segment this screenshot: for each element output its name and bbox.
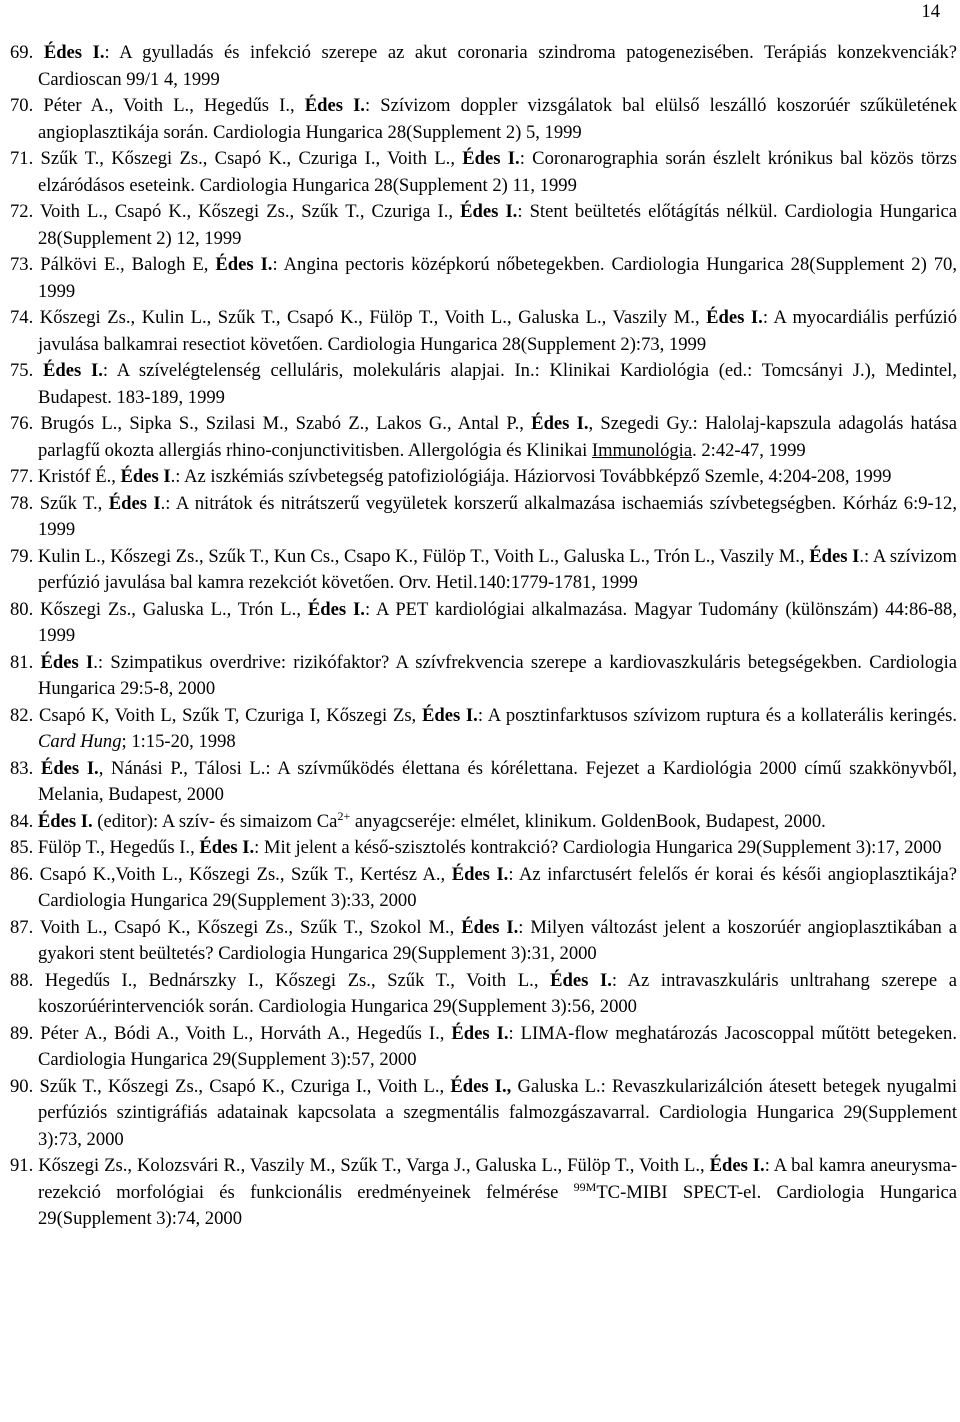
reference-text: : Az infarctusért felelős ér korai és késői angioplasztikája? Cardiologia Hungarica 29(Supplement 3):33, 2000 (38, 863, 957, 911)
author-highlight: Édes I. (421, 704, 478, 726)
reference-item (10, 597, 957, 650)
reference-item (10, 703, 957, 756)
reference-text: : A bal kamra aneurysma-rezekció morfológiai és funkcionális eredményeinek felmérése (38, 1155, 958, 1203)
reference-text: : Stent beültetés előtágítás nélkül. Cardiologia Hungarica 28(Supplement 2) 12, 1999 (38, 201, 957, 249)
reference-text: ; 1:15-20, 1998 (121, 731, 236, 752)
reference-text: .: A szívizom perfúzió javulása bal kamra rezekciót követően. Orv. Hetil.140:1779-1781, 1999 (38, 545, 957, 593)
reference-item (10, 1153, 957, 1233)
reference-text: : LIMA-flow meghatározás Jacoscoppal műtött betegeken. Cardiologia Hungarica 29(Supplement 3):57, 2000 (38, 1022, 957, 1070)
reference-text: 82. Csapó K, Voith L, Szűk T, Czuriga I, Kőszegi Zs, (10, 704, 422, 726)
reference-item (10, 809, 957, 836)
reference-text: 78. Szűk T., (10, 492, 109, 514)
author-highlight: Édes I (40, 651, 94, 673)
reference-text: .: Szimpatikus overdrive: rizikófaktor? A szívfrekvencia szerepe a kardiovaszkuláris betegségekben. Cardiologia Hungarica 29:5-8, 2000 (38, 651, 957, 699)
author-highlight: Édes I (108, 492, 161, 514)
author-highlight: Édes I. (37, 810, 93, 832)
reference-text: : Milyen változást jelent a koszorúér angioplasztikában a gyakori stent beültetés? Cardiologia Hungarica 29(Supplement 3):31, 2000 (38, 916, 957, 964)
reference-item (10, 411, 957, 464)
reference-text: 86. Csapó K.,Voith L., Kőszegi Zs., Szűk T., Kertész A., (10, 863, 452, 885)
reference-text: 72. Voith L., Csapó K., Kőszegi Zs., Szűk T., Czuriga I., (10, 201, 461, 222)
author-highlight: Édes I. (451, 863, 509, 885)
author-highlight: Édes I. (43, 42, 105, 63)
reference-text: 79. Kulin L., Kőszegi Zs., Szűk T., Kun Cs., Csapo K., Fülöp T., Voith L., Galuska L., Trón L., Vaszily M., (10, 545, 810, 567)
author-highlight: Édes I. (199, 837, 255, 858)
reference-text: .: Az iszkémiás szívbetegség patofiziológiája. Háziorvosi Továbbképző Szemle, 4:204-208, 1999 (170, 466, 892, 487)
author-highlight: Édes I. (550, 969, 612, 991)
reference-item (10, 464, 957, 491)
author-highlight: Édes I. (307, 598, 365, 620)
reference-text: : A PET kardiológiai alkalmazása. Magyar Tudomány (különszám) 44:86-88, 1999 (38, 598, 958, 646)
reference-text: : A gyulladás és infekció szerepe az akut coronaria szindroma patogenezisében. Terápiás konzekvenciák? Cardioscan 99/1 4, 1999 (38, 42, 958, 90)
reference-item (10, 199, 957, 252)
reference-item (10, 1021, 957, 1074)
author-highlight: Édes I. (40, 757, 99, 779)
reference-item (10, 862, 957, 915)
reference-item (10, 650, 957, 703)
superscript: 2+ (337, 808, 351, 823)
reference-text: 83. (10, 757, 41, 779)
author-highlight: Édes I. (215, 254, 273, 275)
reference-text: anyagcseréje: elmélet, klinikum. GoldenBook, Budapest, 2000. (350, 810, 826, 832)
reference-item (10, 968, 957, 1021)
reference-text: . 2:42-47, 1999 (692, 439, 806, 461)
reference-text: 77. Kristóf É., (10, 466, 121, 487)
author-highlight: Édes I (809, 545, 860, 567)
reference-text: 74. Kőszegi Zs., Kulin L., Szűk T., Csapó K., Fülöp T., Voith L., Galuska L., Vaszily M., (10, 307, 707, 328)
reference-item (10, 1074, 957, 1154)
reference-item (10, 40, 957, 93)
author-highlight: Édes I. (462, 148, 520, 169)
reference-text: 76. Brugós L., Sipka S., Szilasi M., Szabó Z., Lakos G., Antal P., (10, 413, 532, 434)
reference-text: : Mit jelent a késő-szisztolés kontrakció? Cardiologia Hungarica 29(Supplement 3):17, 2000 (254, 837, 942, 858)
reference-text: 81. (10, 651, 41, 673)
reference-text: 89. Péter A., Bódi A., Voith L., Horváth A., Hegedűs I., (10, 1022, 452, 1044)
reference-text: : Az intravaszkuláris unltrahang szerepe a koszorúérintervenciók során. Cardiologia Hungarica 29(Supplement 3):56, 2000 (38, 969, 957, 1017)
reference-text: 70. Péter A., Voith L., Hegedűs I., (10, 95, 305, 116)
author-highlight: Édes I. (42, 360, 103, 381)
reference-item (10, 358, 957, 411)
reference-text: .: A nitrátok és nitrátszerű vegyületek korszerű alkalmazása ischaemiás szívbetegségben. Kórház 6:9-12, 1999 (38, 492, 957, 540)
reference-text: Galuska L.: Revaszkularizálción átesett betegek nyugalmi perfúziós szintigráfiás adatainak kapcsolata a szegmentális falmozgászavarral. Cardiologia Hungarica 29(Supplement 3):73, 2000 (38, 1075, 957, 1150)
journal-italic: Card Hung (38, 731, 122, 752)
reference-text: , Szegedi Gy.: Halolaj-kapszula adagolás hatása parlagfű okozta allergiás rhino-conjunctivitisben. Allergológia és Klinikai (38, 413, 958, 461)
page-number: 14 (921, 1, 940, 22)
reference-text: , Nánási P., Tálosi L.: A szívműködés élettana és kórélettana. Fejezet a Kardiológia 2000 című szakkönyvből, Melania, Budapest, 2000 (38, 757, 958, 805)
author-highlight: Édes I. (451, 1022, 509, 1044)
reference-text: 90. Szűk T., Kőszegi Zs., Csapó K., Czuriga I., Voith L., (10, 1075, 451, 1097)
reference-list (10, 40, 957, 1233)
reference-item (10, 252, 957, 305)
author-highlight: Édes I. (304, 95, 365, 116)
reference-text: 88. Hegedűs I., Bednárszky I., Kőszegi Zs., Szűk T., Voith L., (10, 969, 551, 991)
author-highlight: Édes I (120, 466, 171, 487)
reference-text: : Angina pectoris középkorú nőbetegekben. Cardiologia Hungarica 28(Supplement 2) 70, 1999 (38, 254, 957, 302)
reference-item (10, 756, 957, 809)
reference-item (10, 544, 957, 597)
author-highlight: Édes I. (460, 201, 518, 222)
author-highlight: Édes I., (450, 1075, 512, 1097)
reference-item (10, 146, 957, 199)
reference-item (10, 915, 957, 968)
reference-item (10, 491, 957, 544)
reference-text: 91. Kőszegi Zs., Kolozsvári R., Vaszily M., Szűk T., Varga J., Galuska L., Fülöp T., Voith L., (10, 1155, 710, 1176)
reference-text: Immunológia (591, 439, 693, 461)
reference-text: TC-MIBI SPECT-el. Cardiologia Hungarica 29(Supplement 3):74, 2000 (38, 1181, 957, 1229)
reference-text: 75. (10, 360, 43, 381)
author-highlight: Édes I. (531, 413, 589, 434)
reference-text: 85. Fülöp T., Hegedűs I., (10, 837, 200, 858)
reference-text: : A posztinfarktusos szívizom ruptura és a kollaterális keringés. (477, 704, 957, 726)
reference-text: (editor): A szív- és simaizom Ca (92, 810, 338, 832)
author-highlight: Édes I. (709, 1155, 765, 1176)
reference-text: : Szívizom doppler vizsgálatok bal elülső leszálló koszorúér szűkületének angioplasztikája során. Cardiologia Hungarica 28(Supplement 2) 5, 1999 (38, 95, 958, 143)
reference-text: 84. (10, 810, 38, 832)
reference-text: : Coronarographia során észlelt krónikus bal közös törzs elzáródásos eseteink. Cardiologia Hungarica 28(Supplement 2) 11, 1999 (38, 148, 958, 196)
reference-item (10, 305, 957, 358)
author-highlight: Édes I. (461, 916, 519, 938)
author-highlight: Édes I. (706, 307, 763, 328)
reference-item (10, 835, 957, 862)
reference-text: : A szívelégtelenség celluláris, molekuláris alapjai. In.: Klinikai Kardiológia (ed.: Tomcsányi J.), Medintel, Budapest. 183-189, 1999 (38, 360, 957, 408)
reference-text: 87. Voith L., Csapó K., Kőszegi Zs., Szűk T., Szokol M., (10, 916, 462, 938)
reference-text: : A myocardiális perfúzió javulása balkamrai resectiot követően. Cardiologia Hungarica 28(Supplement 2):73, 1999 (38, 307, 957, 355)
reference-text: 69. (10, 42, 44, 63)
reference-item (10, 93, 957, 146)
superscript: 99M (573, 1179, 597, 1194)
reference-text: 80. Kőszegi Zs., Galuska L., Trón L., (10, 598, 308, 620)
reference-text: 73. Pálkövi E., Balogh E, (10, 254, 216, 275)
reference-text: 71. Szűk T., Kőszegi Zs., Csapó K., Czuriga I., Voith L., (10, 148, 463, 169)
